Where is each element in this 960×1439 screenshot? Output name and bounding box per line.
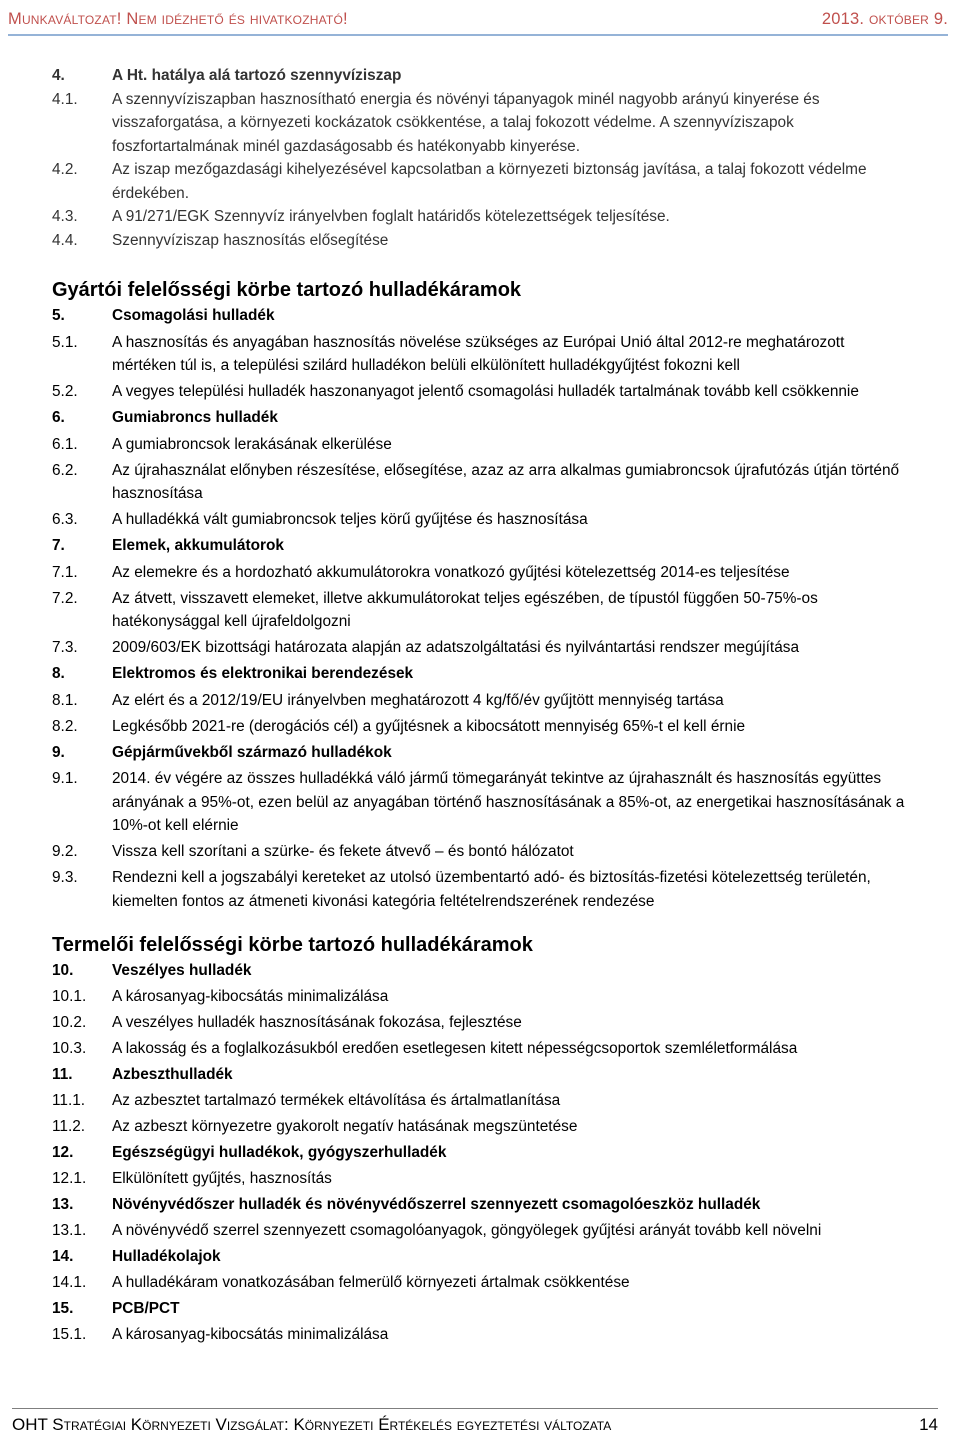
- group-heading: 8. Elektromos és elektronikai berendezések: [52, 665, 414, 682]
- list-item: 4.1. A szennyvíziszapban hasznosítható energia és növényi tápanyagok minél nagyobb arányú kinyerése és visszaforgatása, a környezeti kockázatok csökkentése, a talaj fokozott védelme. A szennyvíziszapok foszfortartalmának minél gazdaságosabb és hatékonyabb kinyerése.: [52, 90, 820, 155]
- list-item: 10.2. A veszélyes hulladék hasznosításának fokozása, fejlesztése: [52, 1014, 522, 1031]
- list-item: 6.2. Az újrahasználat előnyben részesítése, elősegítése, azaz az arra alkalmas gumiabroncsok újrafutózás útján történő hasznosítása: [52, 461, 900, 502]
- list-item: 15.1. A károsanyag-kibocsátás minimalizálása: [52, 1326, 389, 1343]
- intro-heading-title: A Ht. hatálya alá tartozó szennyvíziszap: [112, 67, 402, 84]
- list-item: 7.1. Az elemekre és a hordozható akkumulátorokra vonatkozó gyűjtési kötelezettség 2014-es teljesítése: [52, 563, 790, 581]
- group-heading: 11. Azbeszthulladék: [52, 1066, 233, 1083]
- list-item: 4.2. Az iszap mezőgazdasági kihelyezésével kapcsolatban a környezeti biztonság javítása, a talaj fokozott védelme érdekében.: [52, 161, 867, 202]
- list-item: 7.3. 2009/603/EK bizottsági határozata alapján az adatszolgáltatási és nyilvántartási rendszer megújítása: [52, 639, 800, 656]
- list-item: 4.3. A 91/271/EGK Szennyvíz irányelvben foglalt határidős kötelezettségek teljesítése.: [52, 208, 670, 225]
- group-heading: 7. Elemek, akkumulátorok: [52, 537, 284, 554]
- group-heading: 10. Veszélyes hulladék: [52, 962, 252, 979]
- list-item: 11.1. Az azbesztet tartalmazó termékek eltávolítása és ártalmatlanítása: [52, 1092, 561, 1109]
- intro-heading-number: 4.: [52, 67, 65, 84]
- header-draft-notice: Munkaváltozat! Nem idézhető és hivatkozható!: [8, 9, 348, 28]
- list-item: 8.1. Az elért és a 2012/19/EU irányelvben meghatározott 4 kg/fő/év gyűjtött mennyiség tartása: [52, 691, 724, 709]
- page-header: [8, 4, 948, 36]
- group-heading: 6. Gumiabroncs hulladék: [52, 409, 278, 426]
- group-heading: 5. Csomagolási hulladék: [52, 307, 275, 324]
- footer-document-title: OHT Stratégiai Környezeti Vizsgálat: Környezeti Értékelés egyeztetési változata: [12, 1415, 612, 1434]
- list-item: 12.1. Elkülönített gyűjtés, hasznosítás: [52, 1170, 332, 1187]
- list-item: 14.1. A hulladékáram vonatkozásában felmerülő környezeti ártalmak csökkentése: [52, 1274, 630, 1291]
- section-title-manufacturer-responsibility: Termelői felelősségi körbe tartozó hulladékáramok: [52, 934, 533, 956]
- list-item: 5.1. A hasznosítás és anyagában hasznosítás növelése szükséges az Európai Unió által 2012-re meghatározott mértéken túl is, a települési szilárd hulladékon belüli elkülönített hulladékgyűjtést fokozni kell: [52, 333, 845, 374]
- list-item: 9.1. 2014. év végére az összes hulladékká váló jármű tömegarányát tekintve az újrahasznált és hasznosítás együttes arányának a 95%-ot, ezen belül az anyagában történő hasznosításának a 85%-ot, az energetikai hasznosításának a 10%-ot kell elérnie: [52, 770, 905, 834]
- group-heading: 12. Egészségügyi hulladékok, gyógyszerhulladék: [52, 1144, 447, 1161]
- header-date: 2013. október 9.: [821, 9, 948, 28]
- list-item: 13.1. A növényvédő szerrel szennyezett csomagolóanyagok, göngyölegek gyűjtési arányát tovább kell növelni: [52, 1222, 822, 1239]
- intro-heading: [52, 64, 912, 88]
- page-footer: [12, 1408, 938, 1439]
- list-item: 4.4. Szennyvíziszap hasznosítás elősegítése: [52, 231, 389, 249]
- list-item: 6.1. A gumiabroncsok lerakásának elkerülése: [52, 435, 392, 453]
- list-item: 10.3. A lakosság és a foglalkozásukból eredően esetlegesen kitett népességcsoportok szemléletformálása: [52, 1040, 798, 1057]
- group-heading: 14. Hulladékolajok: [52, 1248, 221, 1265]
- list-item: 7.2. Az átvett, visszavett elemeket, illetve akkumulátorokat teljes egészében, de típustól függően 50-75%-os hatékonysággal kell újrafeldolgozni: [52, 589, 818, 630]
- group-heading: 9. Gépjárművekből származó hulladékok: [52, 743, 392, 761]
- list-item: 9.3. Rendezni kell a jogszabályi kereteket az utolsó üzembentartó adó- és biztosítás-fizetési kötelezettség területén, kiemelten fontos az átmeneti kivonási kategória feltételrendszerének rendezése: [52, 869, 871, 910]
- list-item: 11.2. Az azbeszt környezetre gyakorolt negatív hatásának megszüntetése: [52, 1118, 578, 1135]
- list-item: 9.2. Vissza kell szorítani a szürke- és fekete átvevő – és bontó hálózatot: [52, 843, 574, 860]
- list-item: 10.1. A károsanyag-kibocsátás minimalizálása: [52, 988, 389, 1005]
- page-number: 14: [919, 1415, 938, 1434]
- list-item: 8.2. Legkésőbb 2021-re (derogációs cél) a gyűjtésnek a kibocsátott mennyiség 65%-t el kell érnie: [52, 717, 746, 735]
- section-title-producer-responsibility: Gyártói felelősségi körbe tartozó hulladékáramok: [52, 279, 522, 301]
- group-heading: 15. PCB/PCT: [52, 1300, 180, 1317]
- document-body: [52, 64, 912, 1347]
- list-item: 5.2. A vegyes települési hulladék haszonanyagot jelentő csomagolási hulladék tartalmának tovább kell csökkennie: [52, 383, 859, 400]
- list-item: 6.3. A hulladékká vált gumiabroncsok teljes körű gyűjtése és hasznosítása: [52, 511, 588, 528]
- group-heading: 13. Növényvédőszer hulladék és növényvédőszerrel szennyezett csomagolóeszköz hulladék: [52, 1196, 761, 1213]
